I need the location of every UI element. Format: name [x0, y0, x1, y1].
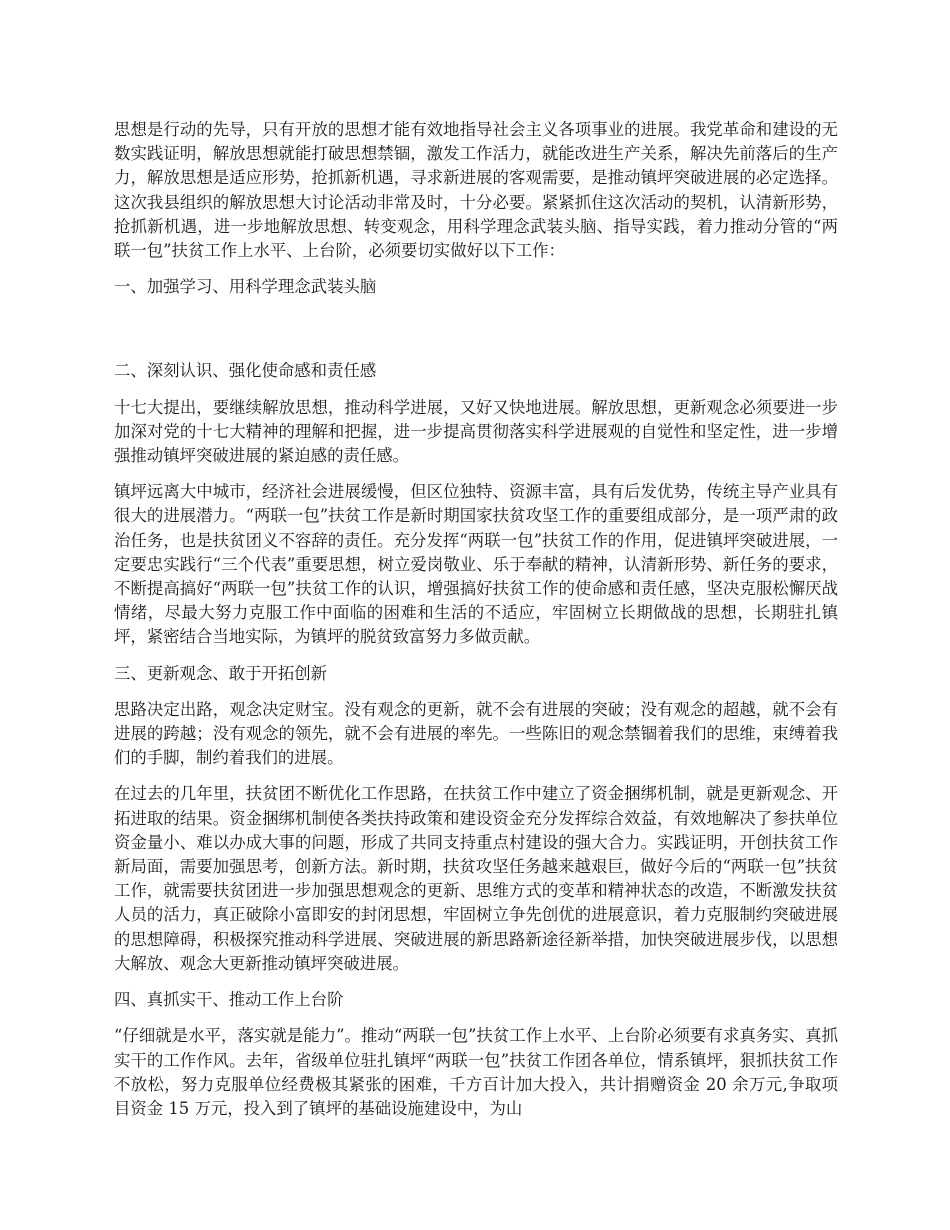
intro-paragraph: 思想是行动的先导，只有开放的思想才能有效地指导社会主义各项事业的进展。我党革命和建设的无数实践证明，解放思想就能打破思想禁锢，激发工作活力，就能改进生产关系，解决先前落后的生产力，解放思想是适应形势，抢抓新机遇，寻求新进展的客观需要，是推动镇坪突破进展的必定选择。这次我县组织的解放思想大讨论活动非常及时，十分必要。紧紧抓住这次活动的契机，认清新形势，抢抓新机遇，进一步地解放思想、转变观念，用科学理念武装头脑、指导实践，着力推动分管的“两联一包”扶贫工作上水平、上台阶，必须要切实做好以下工作： — [114, 120, 838, 261]
paragraph-2: 十七大提出，要继续解放思想，推动科学进展，又好又快地进展。解放思想，更新观念必须要进一步加深对党的十七大精神的理解和把握，进一步提高贯彻落实科学进展观的自觉性和坚定性，进一步增强推动镇坪突破进展的紧迫感的责任感。 — [114, 397, 838, 466]
section-heading-1: 一、加强学习、用科学理念武装头脑 — [114, 277, 377, 297]
paragraph-3: 镇坪远离大中城市，经济社会进展缓慢，但区位独特、资源丰富，具有后发优势，传统主导产业具有很大的进展潜力。“两联一包”扶贫工作是新时期国家扶贫攻坚工作的重要组成部分，是一项严肃的政治任务，也是扶贫团义不容辞的责任。充分发挥“两联一包”扶贫工作的作用，促进镇坪突破进展，一定要忠实践行“三个代表”重要思想，树立爱岗敬业、乐于奉献的精神，认清新形势、新任务的要求，不断提高搞好“两联一包”扶贫工作的认识，增强搞好扶贫工作的使命感和责任感，坚决克服松懈厌战情绪，尽最大努力克服工作中面临的困难和生活的不适应，牢固树立长期做战的思想，长期驻扎镇坪，紧密结合当地实际，为镇坪的脱贫致富努力多做贡献。 — [114, 482, 838, 647]
paragraph-6: “仔细就是水平，落实就是能力”。推动“两联一包”扶贫工作上水平、上台阶必须要有求真务实、真抓实干的工作作风。去年，省级单位驻扎镇坪“两联一包”扶贫工作团各单位，情系镇坪，狠抓扶贫工作不放松，努力克服单位经费极其紧张的困难，千方百计加大投入，共计捐赠资金 20 余万元,争取项目资金 15 万元，投入到了镇坪的基础设施建设中，为山 — [114, 1026, 838, 1118]
section-heading-3: 三、更新观念、敢于开拓创新 — [114, 663, 328, 683]
paragraph-4: 思路决定出路，观念决定财宝。没有观念的更新，就不会有进展的突破；没有观念的超越，就不会有进展的跨越；没有观念的领先，就不会有进展的率先。一些陈旧的观念禁锢着我们的思维，束缚着我们的手脚，制约着我们的进展。 — [114, 699, 838, 768]
paragraph-5: 在过去的几年里，扶贫团不断优化工作思路，在扶贫工作中建立了资金捆绑机制，就是更新观念、开拓进取的结果。资金捆绑机制使各类扶持政策和建设资金充分发挥综合效益，有效地解决了参扶单位资金量小、难以办成大事的问题，形成了共同支持重点村建设的强大合力。实践证明，开创扶贫工作新局面，需要加强思考，创新方法。新时期，扶贫攻坚任务越来越艰巨，做好今后的“两联一包”扶贫工作，就需要扶贫团进一步加强思想观念的更新、思维方式的变革和精神状态的改造，不断激发扶贫人员的活力，真正破除小富即安的封闭思想，牢固树立争先创优的进展意识，着力克服制约突破进展的思想障碍，积极探究推动科学进展、突破进展的新思路新途径新举措，加快突破进展步伐，以思想大解放、观念大更新推动镇坪突破进展。 — [114, 784, 838, 973]
section-heading-2: 二、深刻认识、强化使命感和责任感 — [114, 361, 377, 381]
section-gap — [114, 311, 838, 359]
document-body — [114, 118, 838, 1133]
section-heading-4: 四、真抓实干、推动工作上台阶 — [114, 990, 344, 1010]
